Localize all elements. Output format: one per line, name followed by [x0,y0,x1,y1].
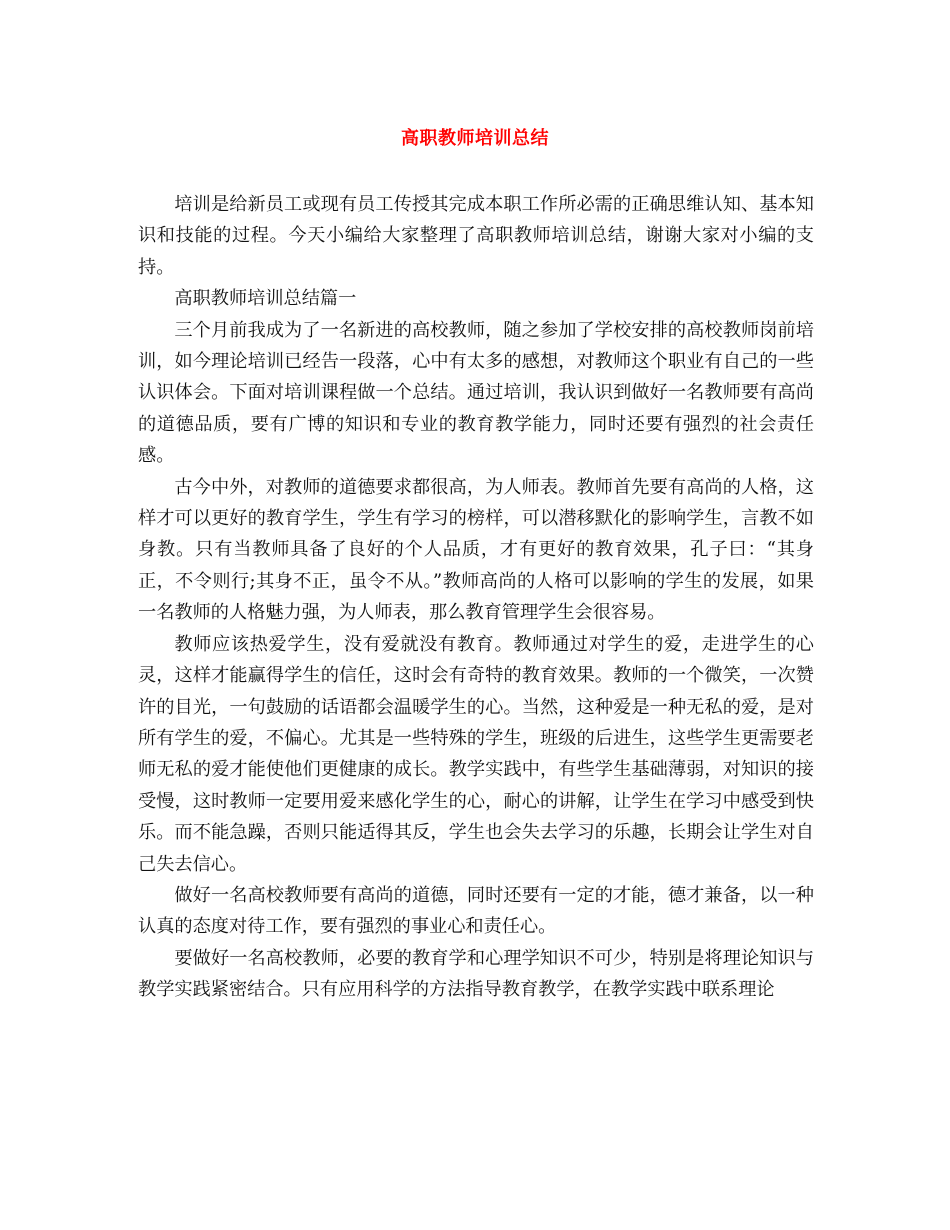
body-paragraph: 做好一名高校教师要有高尚的道德，同时还要有一定的才能，德才兼备，以一种认真的态度对待工作，要有强烈的事业心和责任心。 [138,884,814,938]
document-title: 高职教师培训总结 [401,128,549,149]
body-paragraph: 要做好一名高校教师，必要的教育学和心理学知识不可少，特别是将理论知识与教学实践紧密结合。只有应用科学的方法指导教育教学，在教学实践中联系理论 [138,947,814,1001]
document-body [138,189,814,1006]
section-heading: 高职教师培训总结篇一 [174,288,357,310]
body-paragraph: 三个月前我成为了一名新进的高校教师，随之参加了学校安排的高校教师岗前培训，如今理论培训已经告一段落，心中有太多的感想，对教师这个职业有自己的一些认识体会。下面对培训课程做一个总结。通过培训，我认识到做好一名教师要有高尚的道德品质，要有广博的知识和专业的教育教学能力，同时还要有强烈的社会责任感。 [138,319,814,467]
body-paragraph: 古今中外，对教师的道德要求都很高，为人师表。教师首先要有高尚的人格，这样才可以更好的教育学生，学生有学习的榜样，可以潜移默化的影响学生，言教不如身教。只有当教师具备了良好的个人品质，才有更好的教育效果，孔子曰：“其身正，不令则行;其身不正，虽令不从。”教师高尚的人格可以影响的学生的发展，如果一名教师的人格魅力强，为人师表，那么教育管理学生会很容易。 [138,476,814,624]
body-paragraph: 教师应该热爱学生，没有爱就没有教育。教师通过对学生的爱，走进学生的心灵，这样才能赢得学生的信任，这时会有奇特的教育效果。教师的一个微笑，一次赞许的目光，一句鼓励的话语都会温暖学生的心。当然，这种爱是一种无私的爱，是对所有学生的爱，不偏心。尤其是一些特殊的学生，班级的后进生，这些学生更需要老师无私的爱才能使他们更健康的成长。教学实践中，有些学生基础薄弱，对知识的接受慢，这时教师一定要用爱来感化学生的心，耐心的讲解，让学生在学习中感受到快乐。而不能急躁，否则只能适得其反，学生也会失去学习的乐趣，长期会让学生对自己失去信心。 [138,633,814,875]
intro-paragraph: 培训是给新员工或现有员工传授其完成本职工作所必需的正确思维认知、基本知识和技能的过程。今天小编给大家整理了高职教师培训总结，谢谢大家对小编的支持。 [138,194,814,278]
